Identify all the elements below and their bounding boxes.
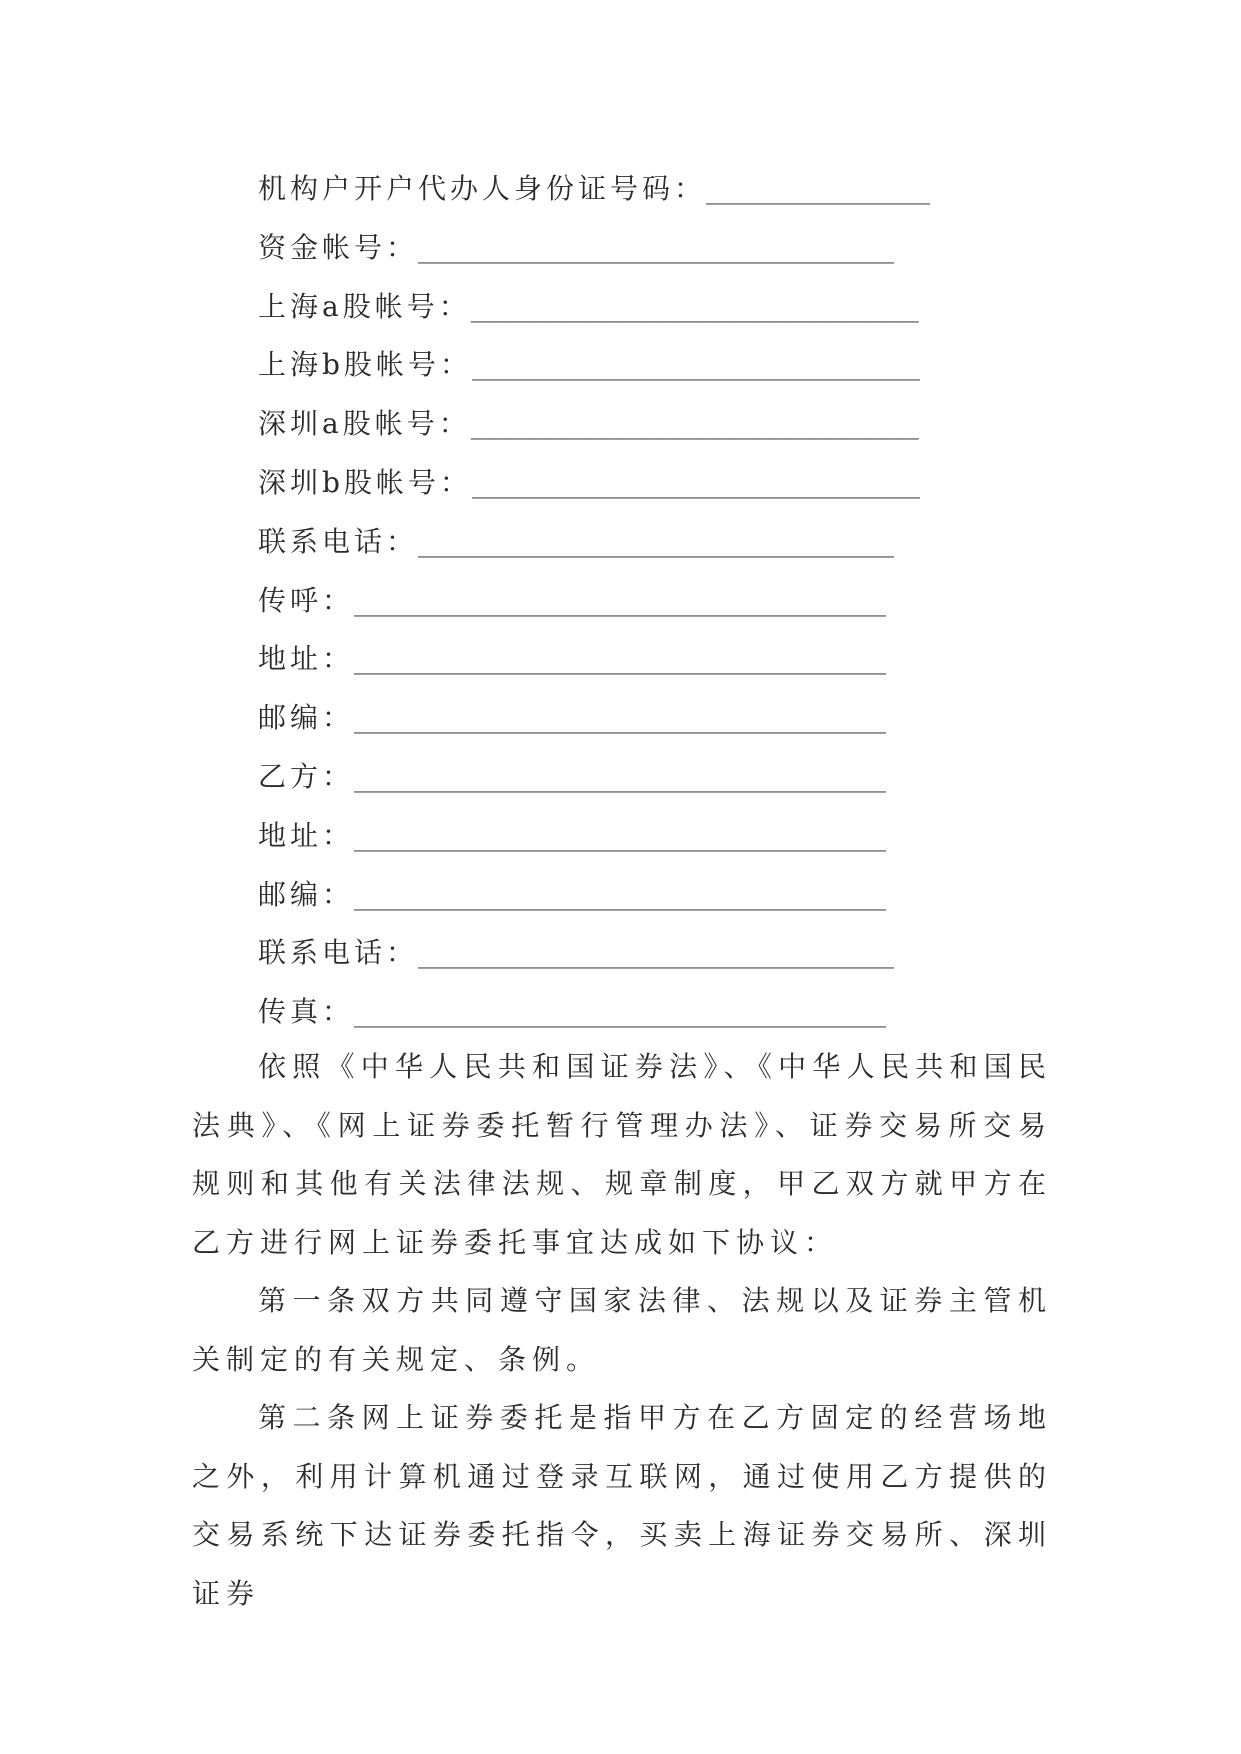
- field-blank-line: ______________________________________: [354, 818, 887, 852]
- agreement-body: [192, 1038, 1052, 1623]
- field-fund-account: [258, 219, 1038, 278]
- field-blank-line: ______________________________________: [354, 995, 887, 1029]
- paragraph-preamble: 依照《中华人民共和国证券法》、《中华人民共和国民法典》、《网上证券委托暂行管理办法》、证券交易所交易规则和其他有关法律法规、规章制度，甲乙双方就甲方在乙方进行网上证券委托事宜达成如下协议：: [192, 1050, 1052, 1259]
- field-blank-line: ________________________________: [470, 407, 919, 441]
- field-shanghai-b-account: [258, 336, 1038, 395]
- field-blank-line: __________________________________: [418, 230, 895, 264]
- field-blank-line: ________________________________: [471, 348, 920, 382]
- field-party-b: [258, 748, 1038, 807]
- field-blank-line: ______________________________________: [354, 701, 887, 735]
- field-blank-line: ________________________________: [471, 465, 920, 499]
- field-blank-line: ______________________________________: [354, 583, 887, 617]
- field-label: 资金帐号：: [258, 230, 419, 264]
- field-label: 地址：: [258, 818, 355, 852]
- field-label: 上海a股帐号：: [258, 289, 471, 323]
- field-blank-line: ______________________________________: [354, 877, 887, 911]
- field-blank-line: ______________________________________: [354, 759, 887, 793]
- field-shanghai-a-account: [258, 278, 1038, 337]
- field-label: 传呼：: [258, 583, 355, 617]
- field-shenzhen-a-account: [258, 395, 1038, 454]
- field-party-b-phone: [258, 924, 1038, 983]
- field-label: 地址：: [258, 642, 355, 676]
- field-label: 深圳b股帐号：: [258, 465, 472, 499]
- field-label: 上海b股帐号：: [258, 348, 472, 382]
- account-info-fields: [258, 160, 1038, 1042]
- paragraph-article-1: 第一条双方共同遵守国家法律、法规以及证券主管机关制定的有关规定、条例。: [192, 1284, 1052, 1376]
- field-label: 联系电话：: [258, 936, 419, 970]
- paragraph-article-2: 第二条网上证券委托是指甲方在乙方固定的经营场地之外，利用计算机通过登录互联网，通过使用乙方提供的交易系统下达证券委托指令，买卖上海证券交易所、深圳证券: [192, 1401, 1052, 1610]
- field-label: 乙方：: [258, 759, 355, 793]
- field-party-a-pager: [258, 572, 1038, 631]
- field-label: 邮编：: [258, 701, 355, 735]
- field-label: 传真：: [258, 995, 355, 1029]
- field-blank-line: ________________________________: [470, 289, 919, 323]
- field-party-b-postcode: [258, 866, 1038, 925]
- field-party-a-phone: [258, 513, 1038, 572]
- field-blank-line: __________________________________: [418, 524, 895, 558]
- field-party-a-postcode: [258, 689, 1038, 748]
- field-label: 邮编：: [258, 877, 355, 911]
- field-label: 机构户开户代办人身份证号码：: [258, 172, 707, 205]
- field-agent-id-number: [258, 160, 1038, 219]
- field-blank-line: ________________: [706, 172, 931, 205]
- field-blank-line: __________________________________: [418, 936, 895, 970]
- field-party-b-address: [258, 807, 1038, 866]
- field-shenzhen-b-account: [258, 454, 1038, 513]
- field-party-a-address: [258, 630, 1038, 689]
- field-blank-line: ______________________________________: [354, 642, 887, 676]
- field-label: 联系电话：: [258, 524, 419, 558]
- field-party-b-fax: [258, 983, 1038, 1042]
- field-label: 深圳a股帐号：: [258, 407, 471, 441]
